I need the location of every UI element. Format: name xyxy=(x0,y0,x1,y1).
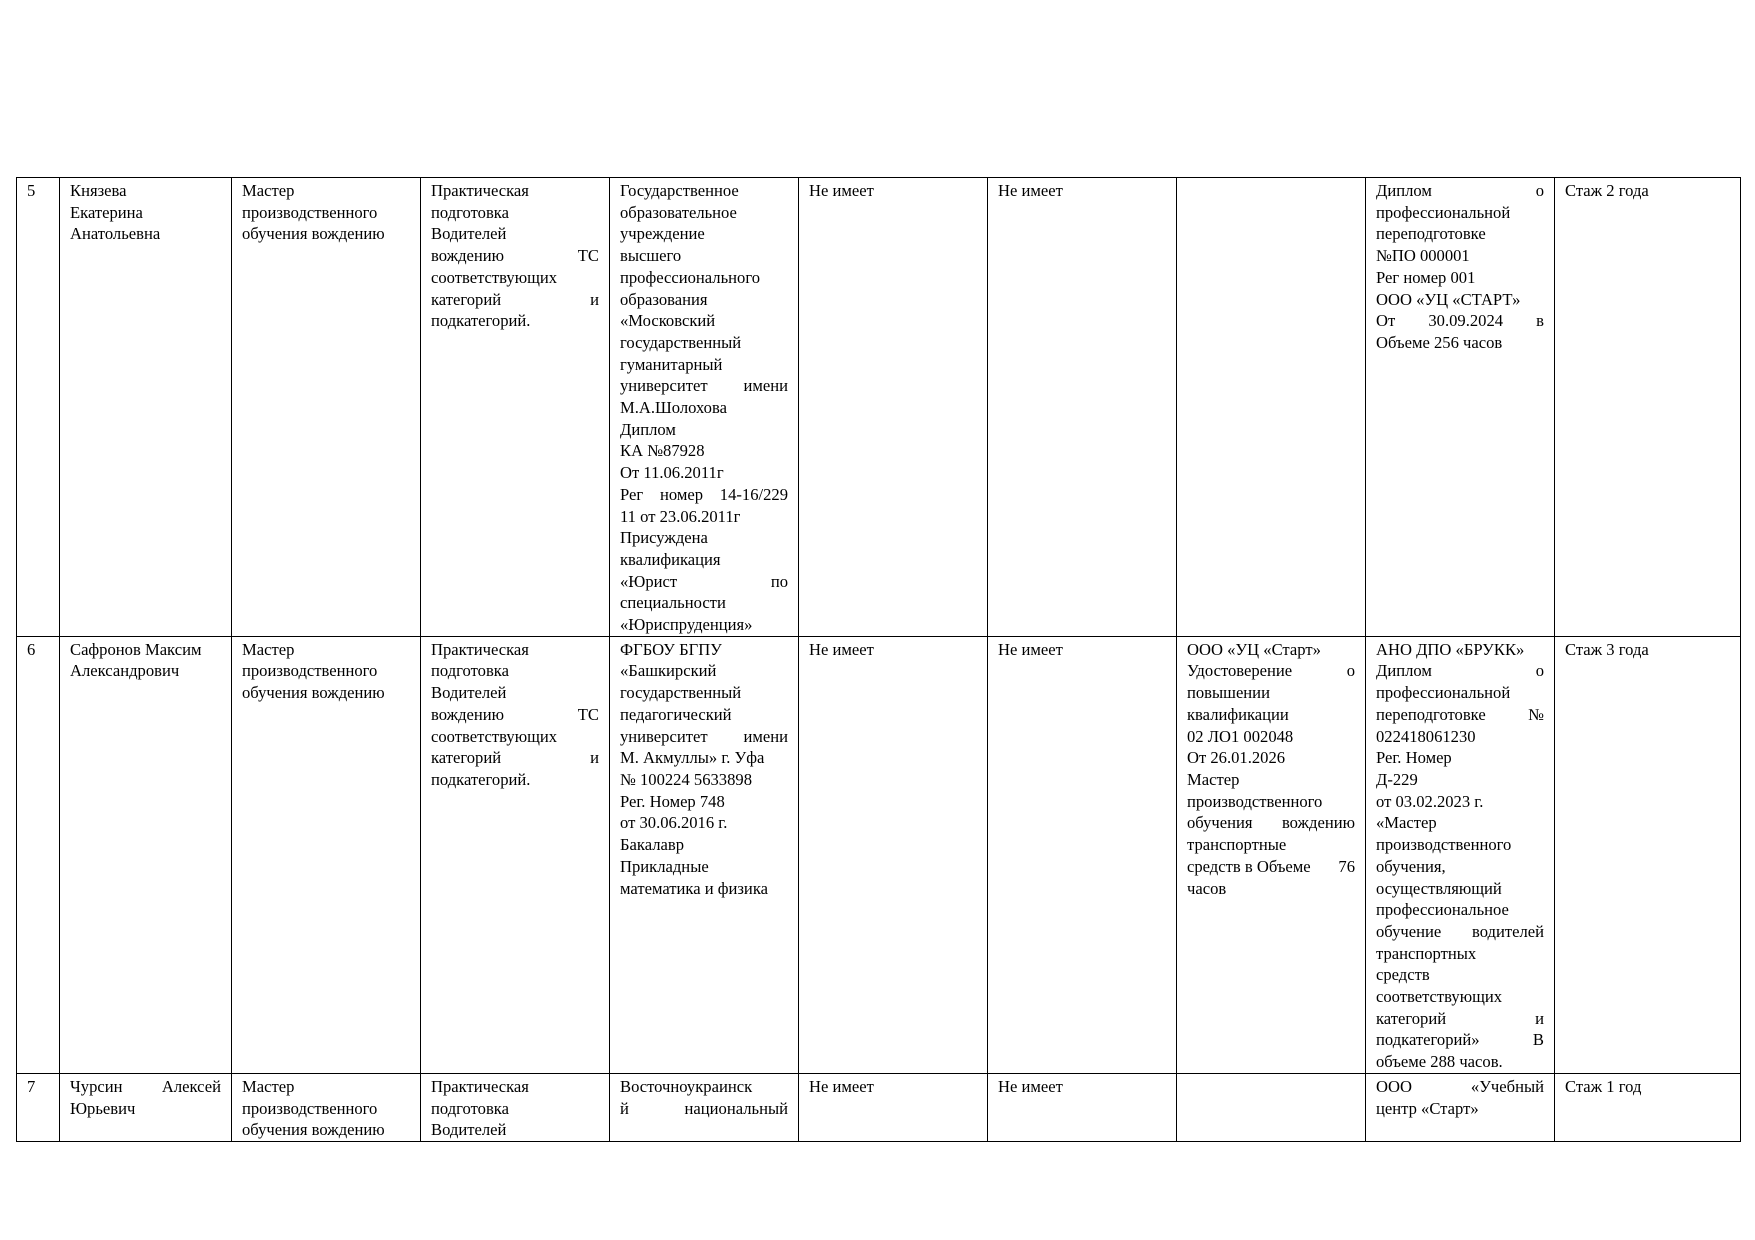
work-experience: Стаж 3 года xyxy=(1555,636,1741,1073)
position: Мастер производственного обучения вождению xyxy=(232,1073,421,1141)
education: Государственное образовательное учреждение высшего профессионального образования «Московский государственный гуманитарный университет имени М.А.Шолохова Диплом КА №87928 От 11.06.2011г Рег номер 14-16/229 11 от 23.06.2011г Присуждена квалификация «Юрист по специальности «Юриспруденция» xyxy=(610,178,799,637)
professional-retraining: ООО «Учебный центр «Старт» xyxy=(1366,1073,1555,1141)
academic-title: Не имеет xyxy=(988,178,1177,637)
full-name: Князева Екатерина Анатольевна xyxy=(60,178,232,637)
subject: Практическая подготовка Водителей xyxy=(421,1073,610,1141)
table-row xyxy=(17,636,1741,1073)
academic-degree: Не имеет xyxy=(799,1073,988,1141)
table-row xyxy=(17,178,1741,637)
position: Мастер производственного обучения вождению xyxy=(232,178,421,637)
row-number: 5 xyxy=(17,178,60,637)
academic-title: Не имеет xyxy=(988,1073,1177,1141)
work-experience: Стаж 1 год xyxy=(1555,1073,1741,1141)
subject: Практическая подготовка Водителей вождению ТС соответствующих категорий и подкатегорий. xyxy=(421,178,610,637)
qualification-upgrade xyxy=(1177,1073,1366,1141)
work-experience: Стаж 2 года xyxy=(1555,178,1741,637)
professional-retraining: Диплом о профессиональной переподготовке №ПО 000001 Рег номер 001 ООО «УЦ «СТАРТ» От 30.09.2024 в Объеме 256 часов xyxy=(1366,178,1555,637)
subject: Практическая подготовка Водителей вождению ТС соответствующих категорий и подкатегорий. xyxy=(421,636,610,1073)
row-number: 6 xyxy=(17,636,60,1073)
qualification-upgrade xyxy=(1177,178,1366,637)
academic-degree: Не имеет xyxy=(799,178,988,637)
academic-degree: Не имеет xyxy=(799,636,988,1073)
full-name: Сафронов Максим Александрович xyxy=(60,636,232,1073)
education: ФГБОУ БГПУ «Башкирский государственный педагогический университет имени М. Акмуллы» г. Уфа № 100224 5633898 Рег. Номер 748 от 30.06.2016 г. Бакалавр Прикладные математика и физика xyxy=(610,636,799,1073)
row-number: 7 xyxy=(17,1073,60,1141)
table-row xyxy=(17,1073,1741,1141)
staff-table xyxy=(16,177,1741,1142)
education: Восточноукраинск й национальный xyxy=(610,1073,799,1141)
academic-title: Не имеет xyxy=(988,636,1177,1073)
qualification-upgrade: ООО «УЦ «Старт» Удостоверение о повышении квалификации 02 ЛО1 002048 От 26.01.2026 Мастер производственного обучения вождению транспортные средств в Объеме 76 часов xyxy=(1177,636,1366,1073)
position: Мастер производственного обучения вождению xyxy=(232,636,421,1073)
professional-retraining: АНО ДПО «БРУКК» Диплом о профессиональной переподготовке № 022418061230 Рег. Номер Д-229 от 03.02.2023 г. «Мастер производственного обучения, осуществляющий профессиональное обучение водителей транспортных средств соответствующих категорий и подкатегорий» В объеме 288 часов. xyxy=(1366,636,1555,1073)
full-name: Чурсин Алексей Юрьевич xyxy=(60,1073,232,1141)
